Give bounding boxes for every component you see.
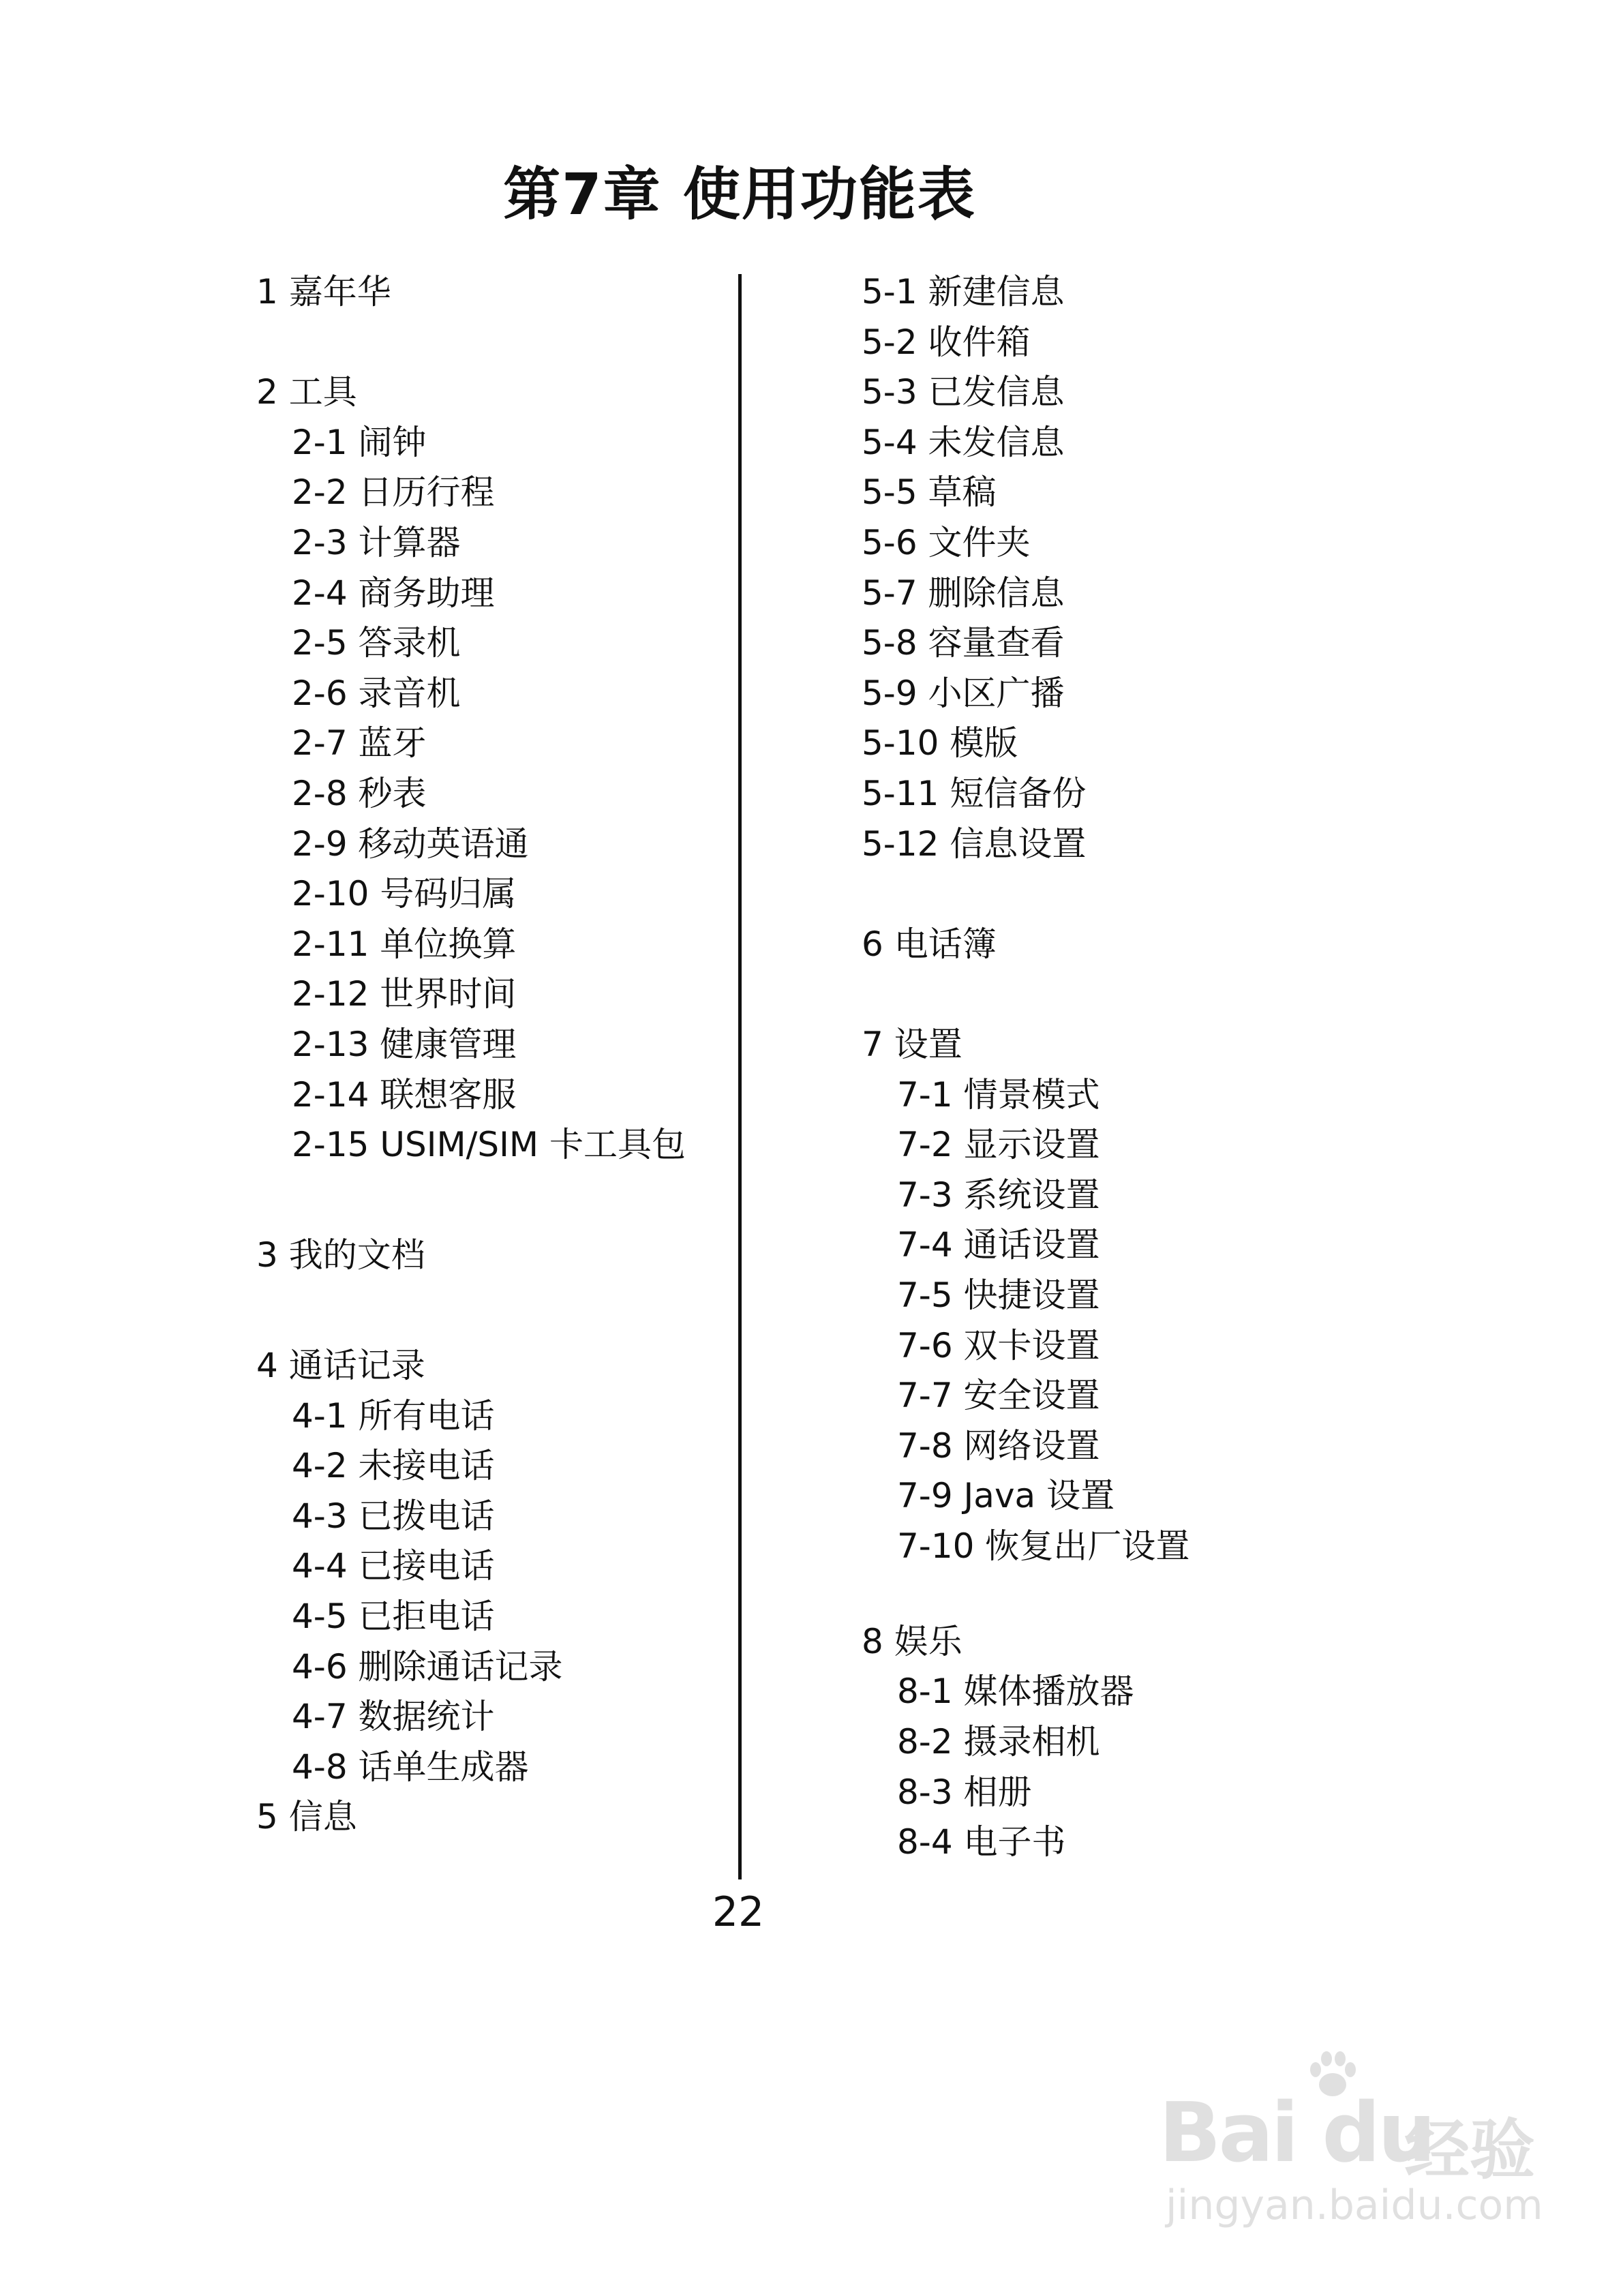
menu-item: 6 电话簿 (862, 924, 997, 964)
menu-subitem: 2-9 移动英语通 (292, 824, 529, 864)
menu-subitem: 4-1 所有电话 (292, 1395, 495, 1436)
menu-subitem: 7-8 网络设置 (897, 1425, 1100, 1466)
menu-subitem: 7-10 恢复出厂设置 (897, 1526, 1190, 1566)
menu-item: 5-4 未发信息 (862, 422, 1065, 462)
menu-item: 5-9 小区广播 (862, 673, 1065, 713)
page-title: 第7章 使用功能表 (503, 161, 976, 228)
menu-subitem: 2-4 商务助理 (292, 573, 495, 613)
menu-subitem: 4-3 已拨电话 (292, 1496, 495, 1536)
menu-item: 5 信息 (256, 1797, 357, 1837)
menu-item: 4 通话记录 (256, 1346, 425, 1386)
menu-subitem: 2-5 答录机 (292, 623, 461, 663)
menu-subitem: 2-3 计算器 (292, 523, 461, 562)
menu-subitem: 2-10 号码归属 (292, 874, 517, 914)
menu-subitem: 2-2 日历行程 (292, 472, 495, 513)
menu-item: 5-7 删除信息 (862, 573, 1065, 613)
menu-subitem: 2-13 健康管理 (292, 1025, 517, 1064)
column-divider (738, 274, 742, 1879)
menu-subitem: 4-5 已拒电话 (292, 1597, 495, 1637)
menu-item: 5-5 草稿 (862, 472, 997, 513)
menu-item: 5-11 短信备份 (862, 774, 1087, 813)
menu-subitem: 2-7 蓝牙 (292, 723, 427, 764)
menu-subitem: 7-5 快捷设置 (897, 1275, 1100, 1315)
menu-subitem: 2-12 世界时间 (292, 974, 517, 1014)
menu-subitem: 2-1 闹钟 (292, 422, 427, 462)
watermark-cn: 经验 (1404, 2112, 1535, 2188)
watermark-brand: Bai du (1159, 2086, 1434, 2181)
menu-subitem: 2-6 录音机 (292, 673, 461, 713)
menu-subitem: 7-4 通话设置 (897, 1225, 1100, 1265)
menu-item: 5-10 模版 (862, 723, 1018, 764)
menu-subitem: 2-15 USIM/SIM 卡工具包 (292, 1125, 686, 1165)
watermark-url: jingyan.baidu.com (1166, 2181, 1543, 2229)
menu-subitem: 4-6 删除通话记录 (292, 1646, 563, 1687)
menu-subitem: 8-1 媒体播放器 (897, 1672, 1134, 1712)
menu-subitem: 2-11 单位换算 (292, 924, 517, 964)
menu-item: 3 我的文档 (256, 1235, 425, 1275)
menu-item: 5-12 信息设置 (862, 824, 1087, 864)
menu-subitem: 2-14 联想客服 (292, 1074, 517, 1115)
menu-item: 2 工具 (256, 372, 357, 412)
menu-subitem: 8-2 摄录相机 (897, 1722, 1100, 1762)
menu-subitem: 7-9 Java 设置 (897, 1476, 1115, 1516)
menu-subitem: 7-1 情景模式 (897, 1074, 1100, 1115)
menu-subitem: 8-3 相册 (897, 1772, 1032, 1812)
menu-item: 1 嘉年华 (256, 272, 391, 312)
menu-subitem: 2-8 秒表 (292, 774, 427, 813)
menu-item: 5-6 文件夹 (862, 523, 1031, 562)
menu-item: 8 娱乐 (862, 1621, 962, 1661)
menu-item: 5-2 收件箱 (862, 322, 1031, 362)
menu-item: 5-3 已发信息 (862, 372, 1065, 412)
menu-item: 7 设置 (862, 1025, 962, 1064)
menu-subitem: 4-8 话单生成器 (292, 1747, 529, 1787)
baidu-jingyan-watermark (1152, 2045, 1561, 2250)
page-number: 22 (712, 1888, 765, 1936)
menu-item: 5-1 新建信息 (862, 272, 1065, 312)
menu-item: 5-8 容量查看 (862, 623, 1065, 663)
menu-subitem: 8-4 电子书 (897, 1822, 1066, 1862)
menu-subitem: 4-7 数据统计 (292, 1697, 495, 1737)
menu-subitem: 7-7 安全设置 (897, 1376, 1100, 1416)
menu-subitem: 4-2 未接电话 (292, 1446, 495, 1486)
menu-subitem: 7-3 系统设置 (897, 1175, 1100, 1215)
menu-subitem: 4-4 已接电话 (292, 1546, 495, 1586)
menu-subitem: 7-6 双卡设置 (897, 1325, 1100, 1365)
menu-subitem: 7-2 显示设置 (897, 1125, 1100, 1165)
